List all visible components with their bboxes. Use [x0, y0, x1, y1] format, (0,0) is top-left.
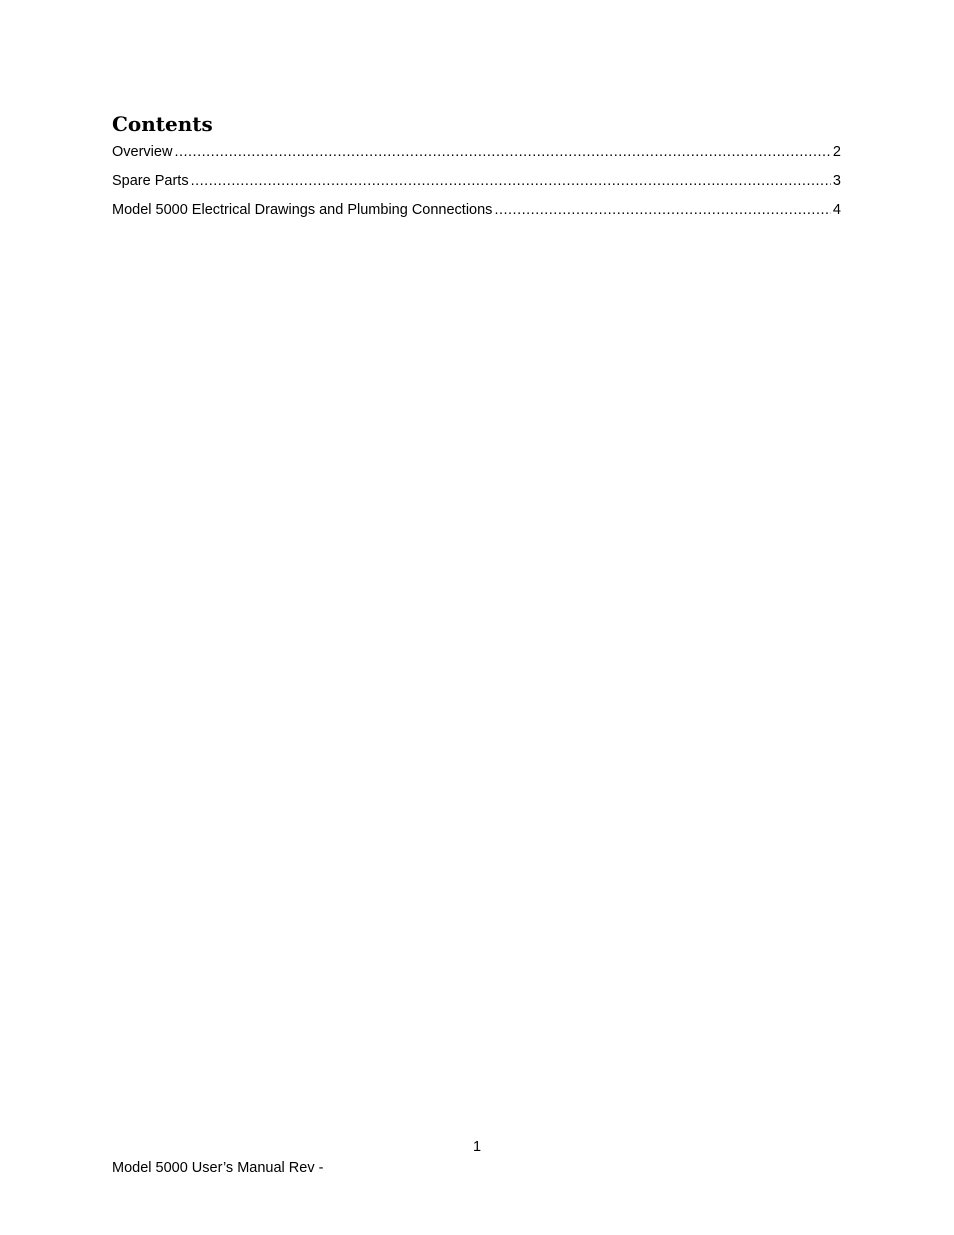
- toc-dot-leader: [174, 141, 830, 163]
- toc-entry-page: 4: [832, 202, 841, 218]
- toc-entry-overview[interactable]: [112, 141, 841, 170]
- toc-entry-title: Spare Parts: [112, 173, 189, 189]
- table-of-contents: [112, 141, 841, 228]
- footer-document-title: Model 5000 User’s Manual Rev -: [112, 1160, 324, 1176]
- toc-entry-page: 2: [832, 144, 841, 160]
- toc-entry-electrical-drawings[interactable]: [112, 199, 841, 228]
- toc-entry-page: 3: [832, 173, 841, 189]
- toc-dot-leader: [494, 199, 830, 221]
- toc-entry-title: Model 5000 Electrical Drawings and Plumbing Connections: [112, 202, 493, 218]
- toc-dot-leader: [191, 170, 831, 192]
- page-number: 1: [472, 1139, 482, 1155]
- toc-entry-title: Overview: [112, 144, 173, 160]
- toc-heading: Contents: [112, 112, 213, 136]
- toc-entry-spare-parts[interactable]: [112, 170, 841, 199]
